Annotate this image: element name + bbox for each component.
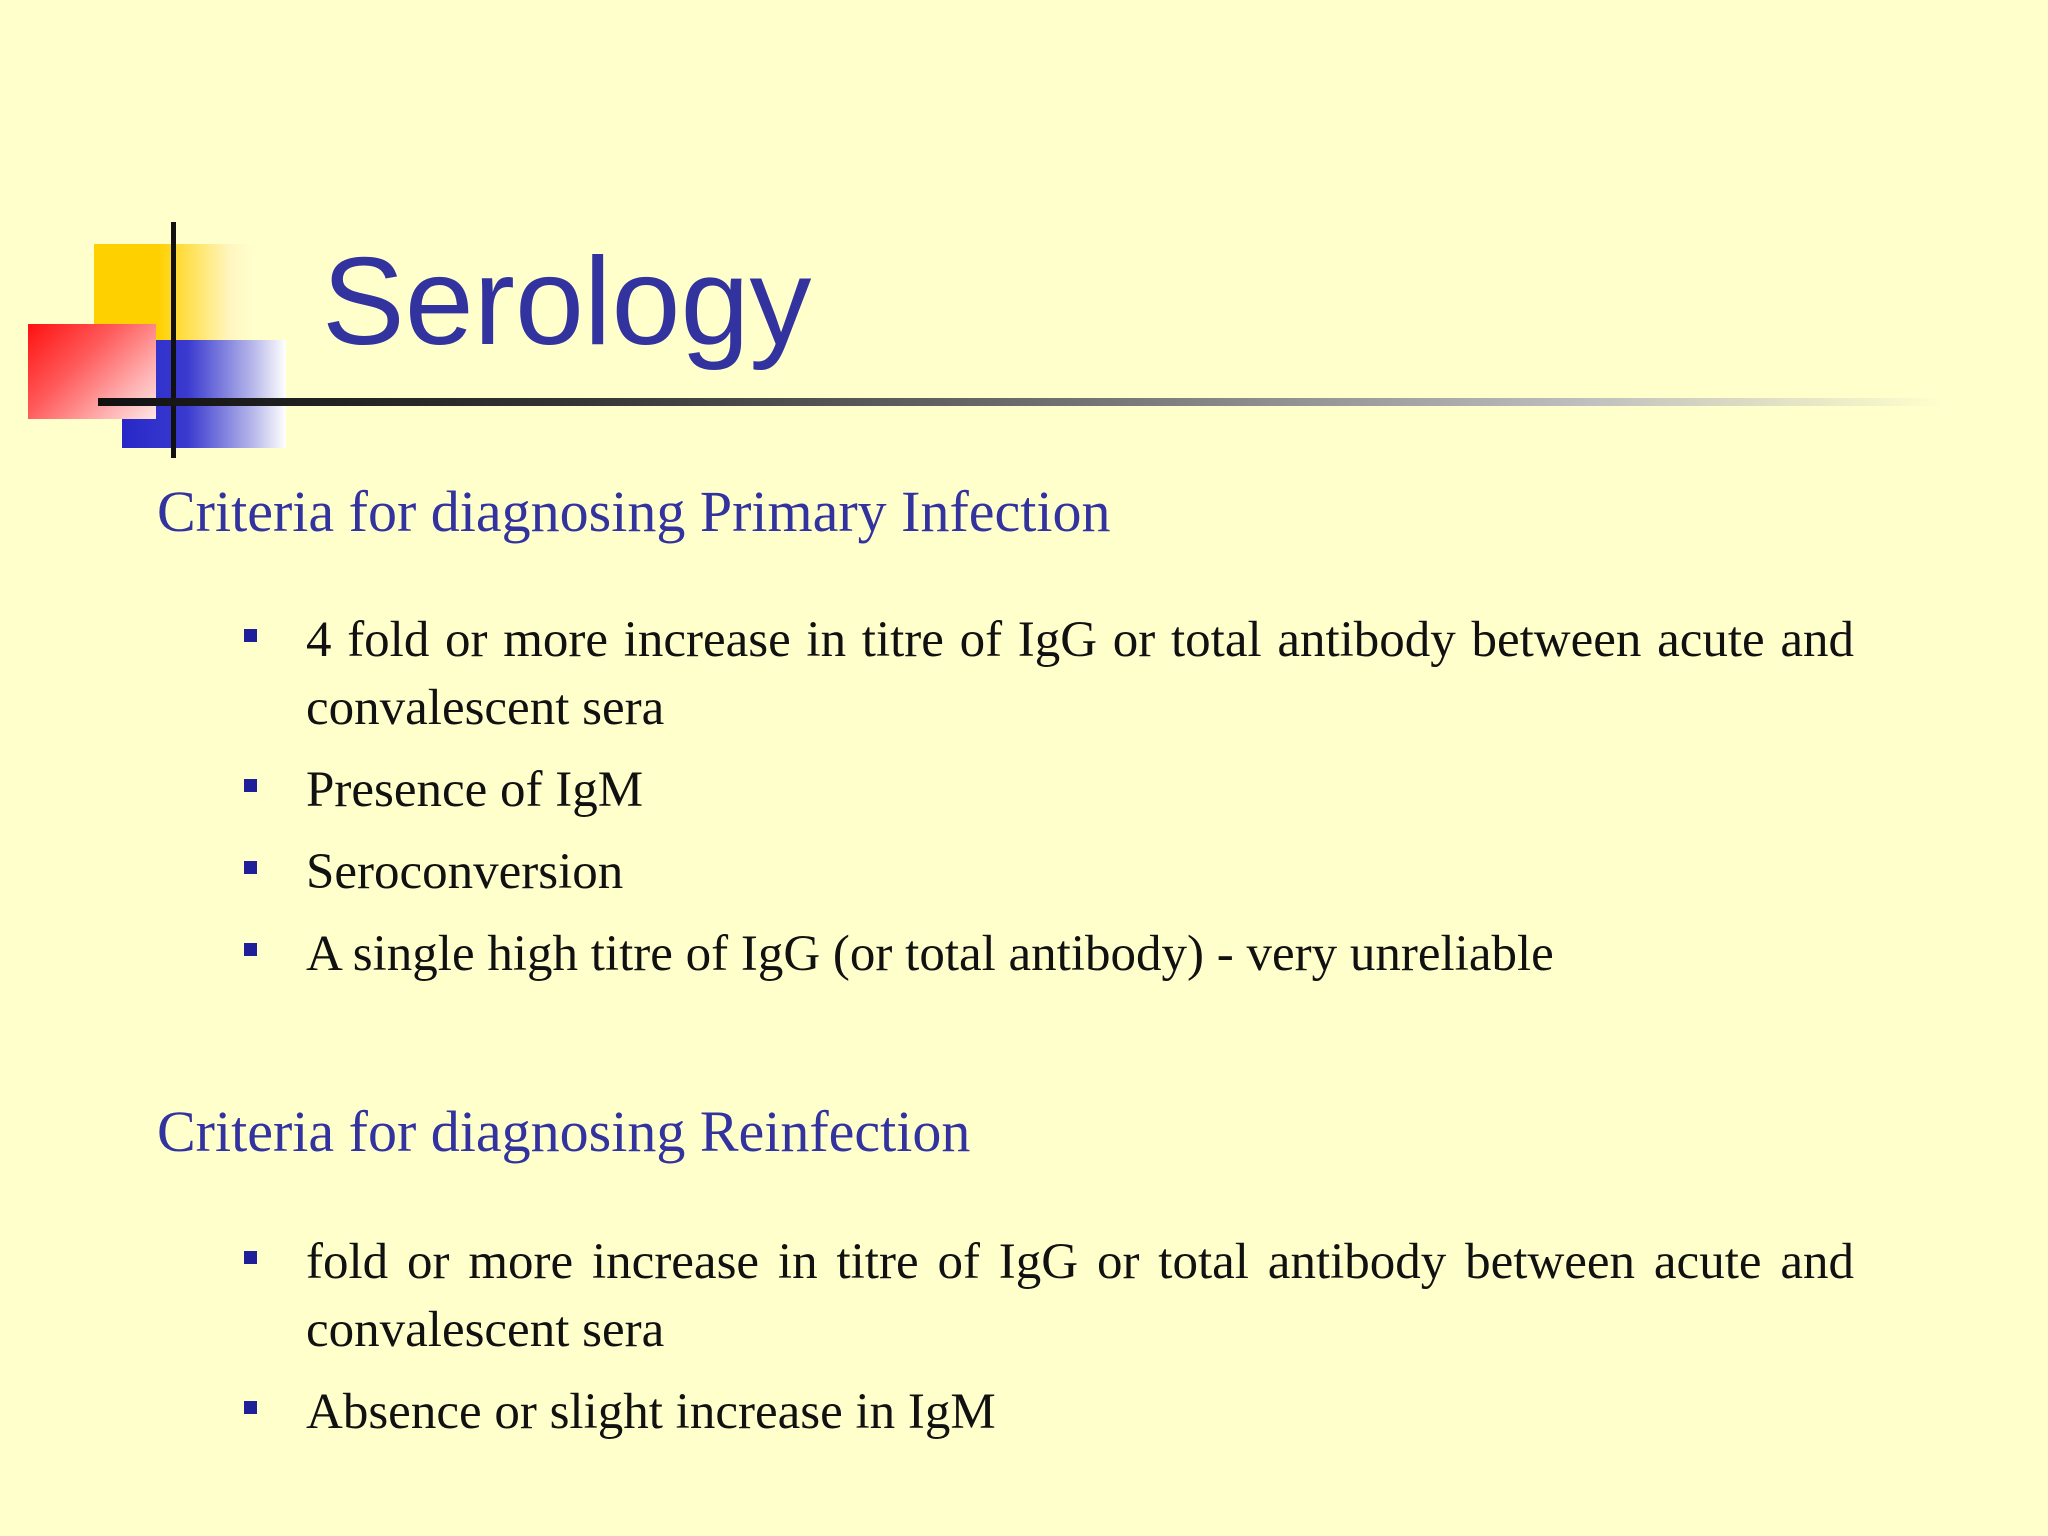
slide-title: Serology bbox=[322, 233, 812, 371]
square-bullet-icon bbox=[244, 1251, 257, 1264]
square-bullet-icon bbox=[244, 629, 257, 642]
section-heading-reinfection: Criteria for diagnosing Reinfection bbox=[157, 1099, 971, 1164]
square-bullet-icon bbox=[244, 779, 257, 792]
bullet-text: Absence or slight increase in IgM bbox=[306, 1384, 996, 1440]
square-bullet-icon bbox=[244, 1401, 257, 1414]
bullet-text: Presence of IgM bbox=[306, 762, 644, 818]
primary-infection-bullet-list bbox=[240, 606, 1854, 988]
list-item bbox=[240, 920, 1854, 988]
square-bullet-icon bbox=[244, 861, 257, 874]
bullet-text: 4 fold or more increase in titre of IgG or total antibody between acute and convalescent sera bbox=[306, 612, 1854, 736]
list-item bbox=[240, 606, 1854, 742]
list-item bbox=[240, 1228, 1854, 1364]
logo-vertical-line bbox=[171, 222, 176, 458]
list-item bbox=[240, 838, 1854, 906]
list-item bbox=[240, 1378, 1854, 1446]
section-heading-primary-infection: Criteria for diagnosing Primary Infection bbox=[157, 479, 1111, 544]
reinfection-bullet-list bbox=[240, 1228, 1854, 1446]
bullet-text: A single high titre of IgG (or total antibody) - very unreliable bbox=[306, 926, 1554, 982]
title-underline-divider bbox=[98, 398, 1944, 406]
bullet-text: fold or more increase in titre of IgG or total antibody between acute and convalescent sera bbox=[306, 1234, 1854, 1358]
list-item bbox=[240, 756, 1854, 824]
bullet-text: Seroconversion bbox=[306, 844, 624, 900]
square-bullet-icon bbox=[244, 943, 257, 956]
